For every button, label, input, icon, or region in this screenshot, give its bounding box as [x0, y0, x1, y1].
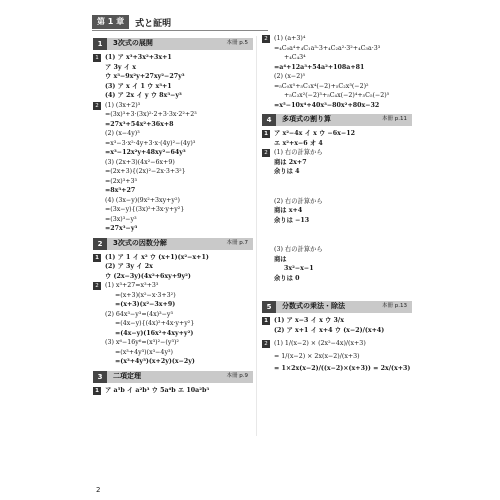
answer-line: (2) ア x+1 イ x+4 ウ (x−2)/(x+4) — [274, 326, 385, 334]
answer-line: =(x+3)(x²−x·3+3²) — [115, 291, 176, 299]
answer-line: 商は — [274, 255, 287, 263]
answer-line: ウ (2x−3y)(4x²+6xy+9y²) — [105, 272, 191, 280]
answer-line: +₄C₄3⁴ — [284, 54, 306, 61]
answer-line: =(4x−y){(4x)²+4x·y+y²} — [115, 320, 195, 327]
answer-line: =x⁵−10x⁴+40x³−80x²+80x−32 — [274, 101, 380, 109]
answer-line: (3) x⁶−16y⁶=(x³)²−(y³)² — [105, 339, 179, 346]
answer-line: =(3x−y){(3x)²+3x·y+y²} — [105, 206, 185, 213]
section-header: 2 3次式の因数分解 本冊 p.7 — [93, 238, 253, 250]
answer-line: (4) ア 2x イ y ウ 8x³−y³ — [105, 92, 182, 99]
answer-line: (3) ア x イ 1 ウ x³+1 — [105, 82, 172, 90]
answer-line: =(2x+3){(2x)²−2x·3+3²} — [105, 168, 186, 175]
answer-line: =(x³+4y³)(x³−4y³) — [115, 348, 173, 356]
answer-line: 1 ア a⁵b イ a²b³ ウ 5a⁴b エ 10a²b³ — [93, 386, 253, 396]
answer-line: (3) 右の計算から — [274, 246, 323, 253]
chapter-title: 式と証明 — [135, 18, 172, 29]
column-divider — [256, 36, 257, 436]
answer-line: 余りは −13 — [274, 216, 310, 224]
section-header: 4 多項式の割り算 本冊 p.11 — [262, 114, 412, 126]
answer-line: =x³−12x²y+48xy²−64y³ — [105, 149, 186, 156]
answer-line: 2 (1) 1/(x−2) × (2x²−4x)/(x+3) — [262, 339, 412, 349]
answer-line: 余りは 0 — [274, 274, 300, 282]
answer-line: =(4x−y)(16x²+4xy+y²) — [115, 329, 194, 337]
answer-line: =₄C₀a⁴+₄C₁a³·3+₄C₂a²·3²+₄C₃a·3³ — [274, 44, 381, 52]
section-header: 3 二項定理 本冊 p.9 — [93, 371, 253, 383]
answer-line: =8x³+27 — [105, 187, 136, 194]
answer-line: (2) ア 3y イ 2x — [105, 263, 153, 270]
answer-line: (2) (x−2)⁵ — [274, 73, 306, 80]
answer-line: 商は 2x+7 — [274, 158, 307, 166]
answer-line: =(x³+4y³)(x+2y)(x−2y) — [115, 358, 195, 365]
answer-line: ア 3y イ x — [105, 63, 136, 71]
answer-line: 1 (1) ア x−3 イ x ウ 3/x — [262, 316, 412, 326]
answer-line: = 1/(x−2) × 2x(x−2)/(x+3) — [274, 352, 360, 360]
answer-line: (4) (3x−y)(9x²+3xy+y²) — [105, 196, 180, 204]
chapter-badge: 第 1 章 — [92, 15, 129, 29]
answer-line: 2 (1) (3x+2)³ — [93, 101, 253, 111]
answer-line: = 1×2x(x−2)/((x−2)×(x+3)) = 2x/(x+3) — [274, 365, 411, 372]
answer-line: =27x³+54x²+36x+8 — [105, 120, 174, 128]
left-column — [93, 34, 253, 395]
answer-line: =(x+3)(x²−3x+9) — [115, 301, 176, 308]
answer-line: 1 (1) ア x³+3x²+3x+1 — [93, 53, 253, 63]
page-number: 2 — [96, 486, 101, 494]
answer-line: (3) (2x+3)(4x²−6x+9) — [105, 158, 175, 166]
answer-line: ウ x³−9x²y+27xy²−27y³ — [105, 73, 185, 80]
answer-line: 余りは 4 — [274, 168, 300, 175]
answer-line: (2) (x−4y)³ — [105, 130, 140, 137]
answer-line: =(3x)³+3·(3x)²·2+3·3x·2²+2³ — [105, 111, 197, 118]
answer-line: 2 (1) (a+3)⁴ — [262, 34, 412, 44]
answer-line: 1 (1) ア 1 イ x² ウ (x+1)(x²−x+1) — [93, 253, 253, 263]
answer-line: (2) 64x³−y³=(4x)³−y³ — [105, 310, 173, 318]
right-column — [262, 34, 412, 374]
chapter-header — [92, 14, 268, 31]
answer-line: 2 (1) x³+27=x³+3³ — [93, 281, 253, 291]
section-header: 1 3次式の展開 本冊 p.5 — [93, 38, 253, 50]
section-header: 5 分数式の乗法・除法 本冊 p.13 — [262, 301, 412, 313]
answer-line: 3x²−x−1 — [284, 265, 314, 272]
answer-line: 1 ア x²−4x イ x ウ −6x−12 — [262, 129, 412, 139]
answer-line: 2 (1) 右の計算から — [262, 148, 412, 158]
answer-line: 商は x+4 — [274, 207, 303, 214]
answer-line: =(2x)³+3³ — [105, 177, 138, 185]
answer-line: =27x³−y³ — [105, 225, 138, 232]
answer-line: +₅C₃x²(−2)³+₅C₄x(−2)⁴+₅C₅(−2)⁵ — [284, 92, 390, 99]
answer-line: =₅C₀x⁵+₅C₁x⁴(−2)+₅C₂x³(−2)² — [274, 82, 369, 90]
answer-line: =x³−3·x²·4y+3·x·(4y)²−(4y)³ — [105, 139, 196, 147]
answer-line: (2) 右の計算から — [274, 197, 323, 205]
answer-line: =(3x)³−y³ — [105, 215, 137, 223]
answer-line: =a⁴+12a³+54a²+108a+81 — [274, 63, 365, 71]
answer-line: エ x²+x−6 オ 4 — [274, 139, 323, 147]
